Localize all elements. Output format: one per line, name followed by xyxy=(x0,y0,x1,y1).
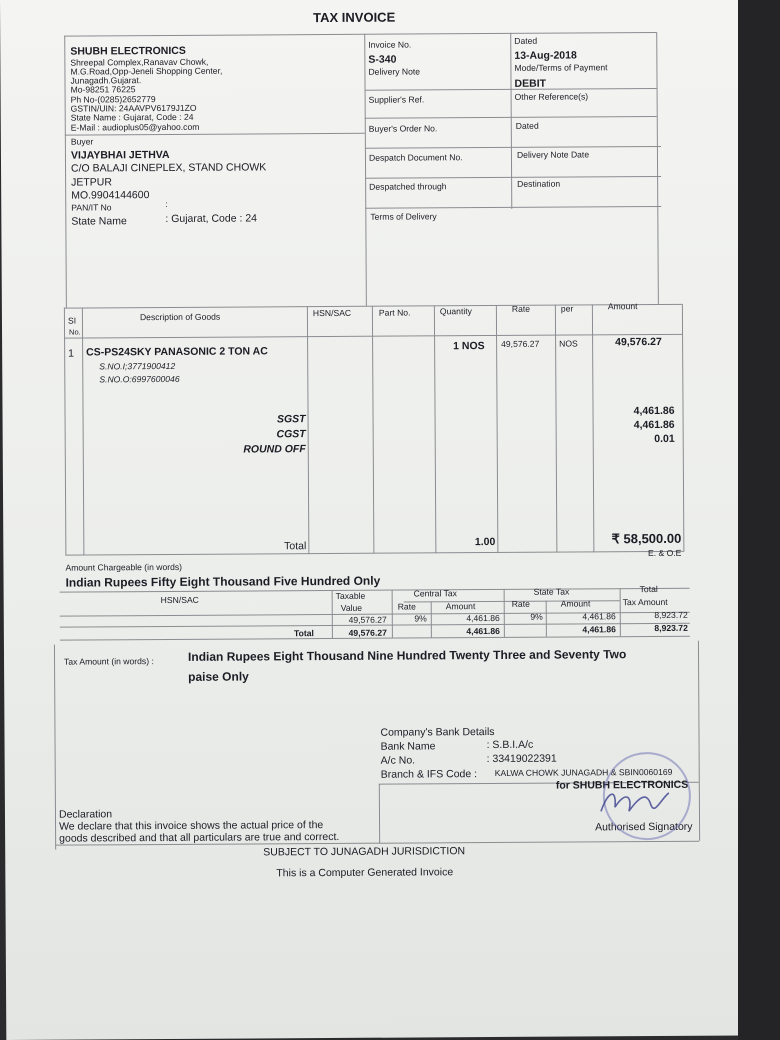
tax-totals-label: Total xyxy=(293,628,314,639)
round-off-label: ROUND OFF xyxy=(243,443,306,456)
col-amount: Amount xyxy=(607,301,638,312)
tax-row-c-rate: 9% xyxy=(414,613,427,624)
tax-col-state-rate: Rate xyxy=(511,598,530,609)
tax-totals-taxable: 49,576.27 xyxy=(348,627,387,638)
declaration-line1: We declare that this invoice shows the actual price of the xyxy=(59,819,324,833)
item-amount: 49,576.27 xyxy=(615,335,662,349)
despatch-doc-label: Despatch Document No. xyxy=(368,152,463,163)
amount-words: Indian Rupees Fifty Eight Thousand Five Hundred Only xyxy=(65,573,381,590)
item-per: NOS xyxy=(559,338,578,349)
tax-totals-c-amount: 4,461.86 xyxy=(466,625,500,637)
jurisdiction: SUBJECT TO JUNAGADH JURISDICTION xyxy=(263,845,466,859)
seller-email: E-Mail : audioplus05@yahoo.com xyxy=(70,121,200,133)
seller-state: State Name : Gujarat, Code : 24 xyxy=(70,111,194,123)
computer-generated-note: This is a Computer Generated Invoice xyxy=(276,866,454,880)
tax-col-total-amount: Tax Amount xyxy=(622,596,668,608)
round-off-amount: 0.01 xyxy=(654,432,675,446)
bank-name-label: Bank Name xyxy=(380,740,436,753)
col-hsn: HSN/SAC xyxy=(312,307,352,319)
delivery-note-label: Delivery Note xyxy=(368,66,421,77)
tax-col-state-amount: Amount xyxy=(560,598,591,609)
payment-mode: DEBIT xyxy=(514,77,547,90)
buyer-pan-value: : xyxy=(165,198,168,209)
bank-ac-label: A/c No. xyxy=(380,754,416,767)
seller-line: M.G.Road,Opp-Jeneli Shopping Center, xyxy=(70,65,223,77)
despatched-through-label: Despatched through xyxy=(369,181,447,192)
buyer-state-value: : Gujarat, Code : 24 xyxy=(165,212,258,225)
item-si: 1 xyxy=(68,347,75,360)
item-quantity: 1 NOS xyxy=(453,340,485,353)
buyer-name: VIJAYBHAI JETHVA xyxy=(70,148,170,162)
tax-totals-s-amount: 4,461.86 xyxy=(582,624,616,635)
tax-row-taxable: 49,576.27 xyxy=(348,614,387,625)
seller-line: Junagadh.Gujarat. xyxy=(70,75,142,86)
tax-row-s-rate: 9% xyxy=(530,611,543,622)
declaration-line2: goods described and that all particulars are true and correct. xyxy=(59,830,340,845)
tax-row-c-amount: 4,461.86 xyxy=(466,612,500,624)
col-rate: Rate xyxy=(511,303,531,314)
bank-ac: : 33419022391 xyxy=(486,752,557,766)
tax-words-line2: paise Only xyxy=(188,669,249,684)
cgst-label: CGST xyxy=(276,428,306,441)
tax-col-state: State Tax xyxy=(533,586,570,597)
item-serial: S.NO.O:6997600046 xyxy=(99,373,180,385)
col-no: No. xyxy=(69,327,81,337)
buyer-order-dated-label: Dated xyxy=(515,120,539,131)
col-quantity: Quantity xyxy=(439,306,472,317)
buyer-address: C/O BALAJI CINEPLEX, STAND CHOWK xyxy=(70,161,267,175)
other-ref-label: Other Reference(s) xyxy=(514,91,589,102)
cgst-amount: 4,461.86 xyxy=(633,418,675,432)
terms-of-delivery-label: Terms of Delivery xyxy=(370,211,437,222)
destination-label: Destination xyxy=(517,178,561,189)
item-name: CS-PS24SKY PANASONIC 2 TON AC xyxy=(86,345,268,359)
tax-col-total: Total xyxy=(639,583,658,595)
tax-row-total: 8,923.72 xyxy=(654,609,688,621)
invoice-no: S-340 xyxy=(368,53,397,66)
signature-mark xyxy=(595,781,675,825)
supplier-ref-label: Supplier's Ref. xyxy=(368,94,425,105)
buyer-city: JETPUR xyxy=(71,176,112,189)
tax-col-hsn: HSN/SAC xyxy=(160,594,199,606)
buyer-order-label: Buyer's Order No. xyxy=(368,123,438,134)
buyer-mobile: MO.9904144600 xyxy=(71,189,150,202)
payment-mode-label: Mode/Terms of Payment xyxy=(514,62,608,73)
background-edge xyxy=(738,0,780,1040)
seller-line: Ph No-(0285)2652779 xyxy=(70,94,156,105)
tax-col-central-rate: Rate xyxy=(397,601,416,612)
amount-words-label: Amount Chargeable (in words) xyxy=(65,561,183,573)
col-per: per xyxy=(560,303,574,314)
col-part-no: Part No. xyxy=(378,307,411,318)
tax-totals-total: 8,923.72 xyxy=(654,622,688,634)
declaration-label: Declaration xyxy=(58,808,113,821)
total-quantity: 1.00 xyxy=(474,535,496,549)
delivery-note-date-label: Delivery Note Date xyxy=(516,149,590,160)
grand-total: ₹ 58,500.00 xyxy=(611,530,682,547)
signature-for: for SHUBH ELECTRONICS xyxy=(555,778,689,792)
tax-col-central-amount: Amount xyxy=(445,601,476,612)
total-label: Total xyxy=(284,540,307,553)
seller-name: SHUBH ELECTRONICS xyxy=(70,44,186,58)
bank-branch: KALWA CHOWK JUNAGADH & SBIN0060169 xyxy=(494,766,673,778)
tax-words-label: Tax Amount (in words) : xyxy=(64,656,154,667)
eoe: E. & O.E xyxy=(647,547,682,559)
seller-gstin: GSTIN/UIN: 24AAVPV6179J1ZO xyxy=(70,102,197,114)
invoice-title: TAX INVOICE xyxy=(313,9,396,26)
tax-row-s-amount: 4,461.86 xyxy=(582,611,616,622)
authorised-signatory: Authorised Signatory xyxy=(595,820,693,834)
item-rate: 49,576.27 xyxy=(501,338,540,349)
sgst-amount: 4,461.86 xyxy=(633,404,675,418)
seller-line: Shreepal Complex,Ranavav Chowk, xyxy=(70,56,209,68)
seller-line: Mo-98251 76225 xyxy=(70,84,136,95)
buyer-pan-label: PAN/IT No xyxy=(71,202,112,213)
invoice-no-label: Invoice No. xyxy=(368,39,412,50)
dated-label: Dated xyxy=(514,35,538,46)
buyer-label: Buyer xyxy=(70,136,94,147)
buyer-state-label: State Name xyxy=(71,215,127,228)
bank-title: Company's Bank Details xyxy=(380,725,495,739)
invoice-date: 13-Aug-2018 xyxy=(514,49,577,62)
bank-branch-label: Branch & IFS Code : xyxy=(380,768,478,781)
sgst-label: SGST xyxy=(276,413,306,426)
tax-col-central: Central Tax xyxy=(413,588,457,599)
bank-name: : S.B.I.A/c xyxy=(486,738,534,752)
col-si: SI xyxy=(67,315,77,326)
tax-col-value: Value xyxy=(340,602,363,613)
tax-words-line1: Indian Rupees Eight Thousand Nine Hundred Twenty Three and Seventy Two xyxy=(187,647,627,664)
col-description: Description of Goods xyxy=(139,311,221,323)
item-serial: S.NO.I;3771900412 xyxy=(99,360,176,372)
tax-col-taxable: Taxable xyxy=(335,590,366,601)
